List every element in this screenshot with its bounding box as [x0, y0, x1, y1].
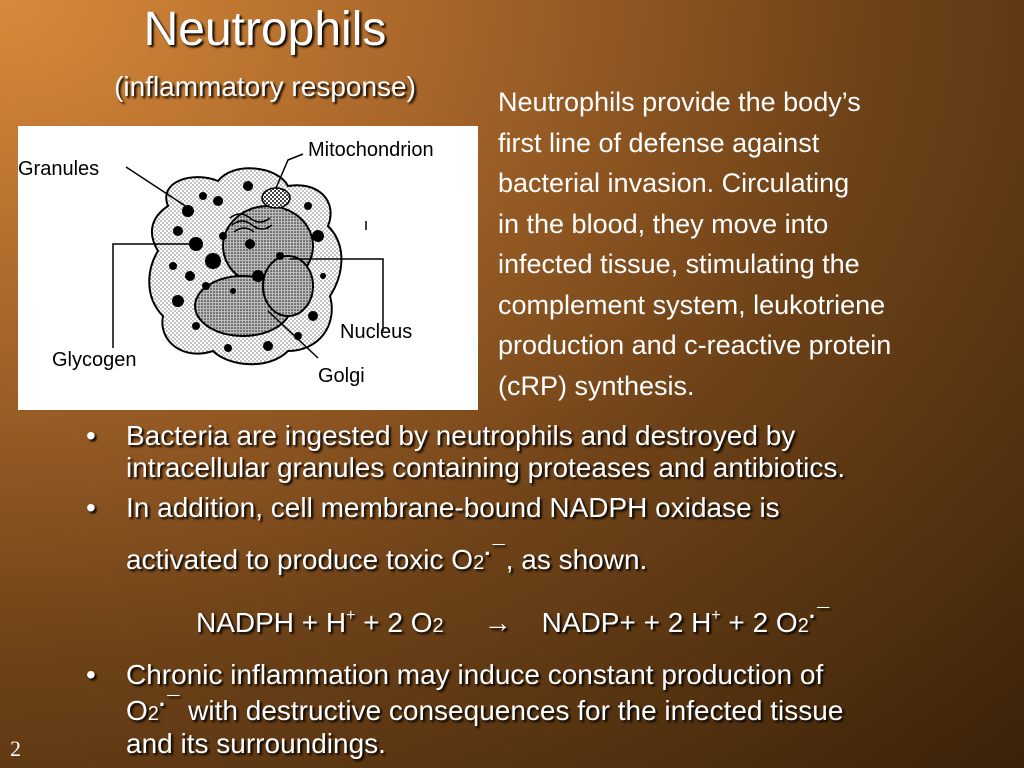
text-fragment: activated to produce toxic O [126, 544, 474, 575]
bullet-marker: • [86, 492, 96, 523]
bullet-text-line: Chronic inflammation may induce constant production of [126, 659, 824, 690]
bullet-text-line [126, 538, 1016, 579]
intro-line: in the blood, they move into [498, 208, 829, 239]
page-number: 2 [10, 736, 21, 761]
intro-paragraph [498, 82, 1018, 406]
mitochondrion [262, 188, 290, 208]
bullet-item-ingestion [86, 420, 1016, 484]
subscript: 2 [473, 552, 485, 574]
superoxide-radical: ·¯ [808, 604, 831, 629]
text-fragment: O [126, 695, 148, 726]
bullet-text-line: and its surroundings. [126, 728, 386, 759]
chemical-equation [196, 598, 996, 644]
label-granules: Granules [18, 158, 100, 180]
eq-sub: 2 [797, 615, 809, 637]
superoxide-radical: ·¯ [484, 541, 506, 566]
eq-part: + 2 O [355, 607, 433, 638]
eq-sub: 2 [432, 615, 444, 637]
label-golgi: Golgi [318, 365, 365, 387]
subscript: 2 [147, 703, 159, 725]
bullet-item-chronic [86, 660, 1016, 759]
bullet-text-line: intracellular granules containing proteases and antibiotics. [126, 452, 846, 483]
text-fragment: , as shown. [505, 544, 648, 575]
intro-line: bacterial invasion. Circulating [498, 168, 850, 198]
intro-line: first line of defense against [498, 127, 820, 158]
label-mitochondrion: Mitochondrion [308, 139, 434, 161]
slide-title: Neutrophils [143, 3, 387, 56]
intro-line: production and c-reactive protein [498, 330, 892, 360]
label-glycogen: Glycogen [52, 349, 137, 371]
arrow-icon: → [483, 607, 512, 638]
label-nucleus: Nucleus [340, 321, 413, 343]
bullet-item-nadph [86, 492, 1016, 579]
slide-subtitle: (inflammatory response) [114, 71, 416, 102]
intro-line: Neutrophils provide the body’s [498, 87, 861, 117]
eq-part: NADPH + H [196, 607, 347, 638]
intro-line: (cRP) synthesis. [498, 370, 695, 401]
bullet-text-line: In addition, cell membrane-bound NADPH oxidase is [126, 492, 780, 523]
bullet-text-line [126, 690, 1016, 729]
bullet-text-line: Bacteria are ingested by neutrophils and destroyed by [126, 420, 796, 451]
superoxide-radical: ·¯ [158, 692, 181, 717]
intro-line: infected tissue, stimulating the [498, 249, 860, 279]
neutrophil-diagram [18, 126, 478, 410]
eq-sup: + [346, 607, 356, 624]
bullet-body [86, 660, 1016, 759]
eq-part: + 2 O [720, 607, 798, 638]
bullet-marker: • [86, 659, 96, 690]
bullet-list [86, 420, 1016, 579]
eq-sup: + [711, 607, 721, 624]
nucleus-lobe [263, 256, 313, 316]
intro-line: complement system, leukotriene [498, 289, 886, 320]
eq-part: NADP+ + 2 H [541, 607, 712, 638]
bullet-marker: • [86, 420, 96, 451]
text-fragment: with destructive consequences for the infected tissue [180, 695, 844, 726]
